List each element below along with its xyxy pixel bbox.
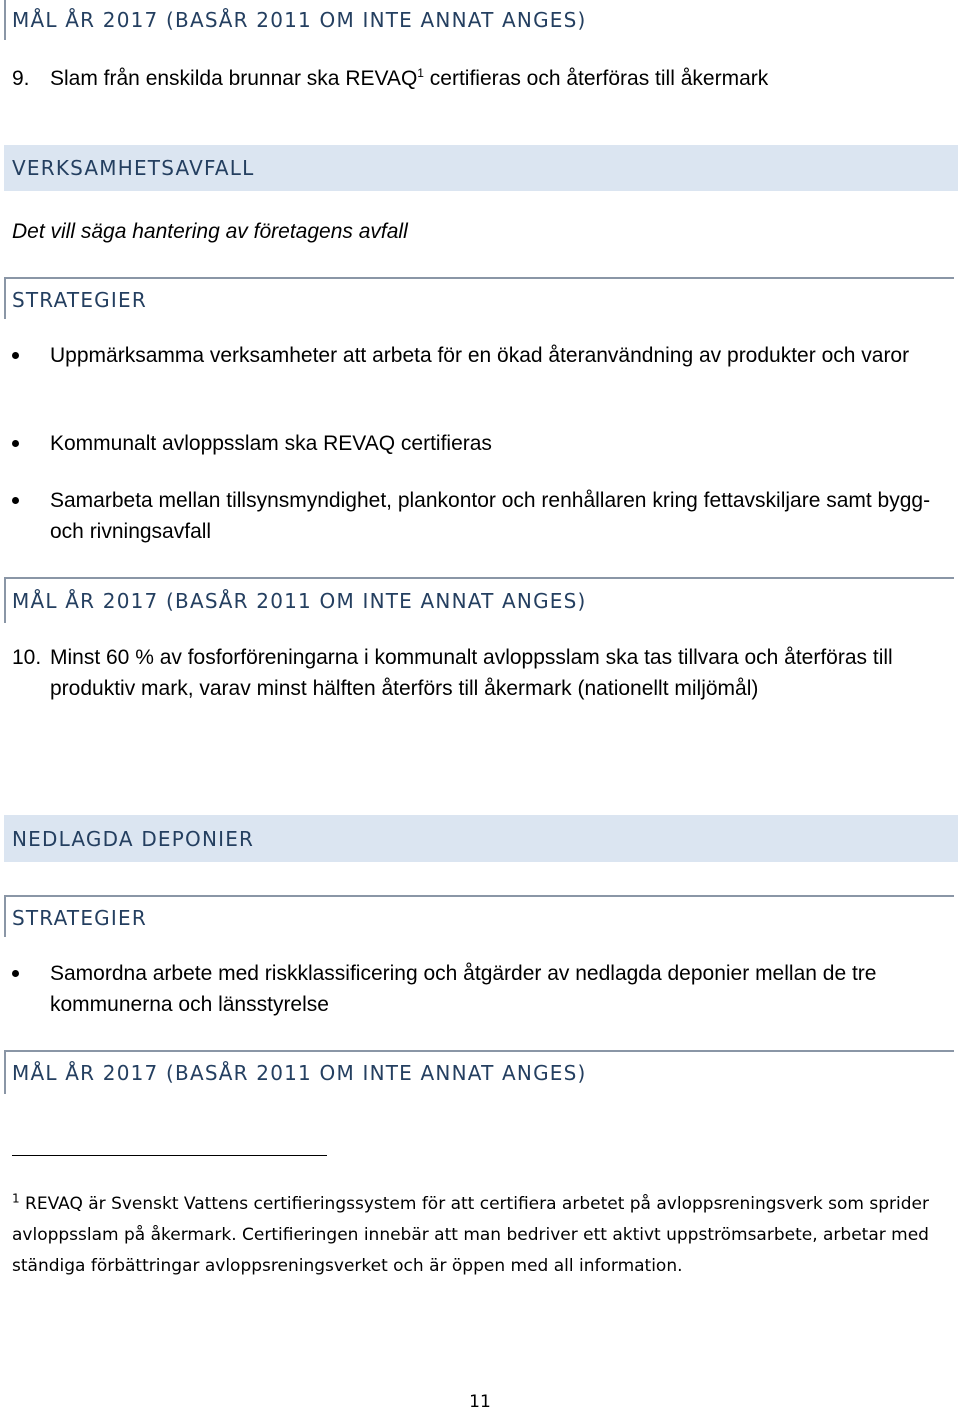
section-title-verksamhetsavfall: VERKSAMHETSAVFALL [12, 156, 255, 180]
bullet-icon [12, 440, 19, 447]
goal-10 [12, 642, 942, 704]
strategies-heading-2: STRATEGIER [12, 906, 147, 930]
goal-9-number: 9. [12, 67, 30, 90]
footnote-marker: 1 [12, 1191, 20, 1206]
strategy-item [12, 340, 942, 371]
strategy-item [12, 958, 942, 1020]
strategy-text: Samordna arbete med riskklassificering och åtgärder av nedlagda deponier mellan de tre kommunerna och länsstyrelse [50, 962, 877, 1016]
goal-10-number: 10. [12, 646, 42, 669]
section-title-nedlagda-deponier: NEDLAGDA DEPONIER [12, 827, 255, 851]
strategy-text: Samarbeta mellan tillsynsmyndighet, plankontor och renhållaren kring fettavskiljare samt bygg- och rivningsavfall [50, 489, 931, 543]
footnote-text: REVAQ är Svenskt Vattens certifieringssystem för att certifiera arbetet på avloppsreningsverk som sprider avloppsslam på åkermark. Certifieringen innebär att man bedriver ett aktivt uppströmsarbete, arbetar med ständiga förbättringar avloppsreningsverket och är öppen med all information. [12, 1194, 929, 1276]
bullet-icon [12, 352, 19, 359]
bullet-icon [12, 970, 19, 977]
strategy-item [12, 485, 942, 547]
goal-10-text: Minst 60 % av fosforföreningarna i kommunalt avloppsslam ska tas tillvara och återföras till produktiv mark, varav minst hälften återförs till åkermark (nationellt miljömål) [50, 646, 893, 700]
strategy-text: Kommunalt avloppsslam ska REVAQ certifieras [50, 432, 492, 455]
footnote [12, 1189, 942, 1282]
footnote-reference[interactable]: 1 [417, 66, 424, 80]
strategies-heading-1: STRATEGIER [12, 288, 147, 312]
goal-heading-3: MÅL ÅR 2017 (BASÅR 2011 OM INTE ANNAT ANGES) [12, 1061, 587, 1085]
goal-9-text-after: certifieras och återföras till åkermark [423, 67, 769, 90]
goal-heading-2: MÅL ÅR 2017 (BASÅR 2011 OM INTE ANNAT ANGES) [12, 589, 587, 613]
goal-heading-top: MÅL ÅR 2017 (BASÅR 2011 OM INTE ANNAT ANGES) [12, 8, 587, 32]
strategy-item [12, 428, 942, 459]
footnote-separator [12, 1155, 327, 1156]
goal-9 [12, 63, 942, 94]
bullet-icon [12, 497, 19, 504]
section-subtitle: Det vill säga hantering av företagens avfall [12, 220, 408, 243]
page-number: 11 [469, 1392, 491, 1412]
goal-9-text-before: Slam från enskilda brunnar ska REVAQ [50, 67, 418, 90]
strategy-text: Uppmärksamma verksamheter att arbeta för en ökad återanvändning av produkter och varor [50, 344, 910, 367]
